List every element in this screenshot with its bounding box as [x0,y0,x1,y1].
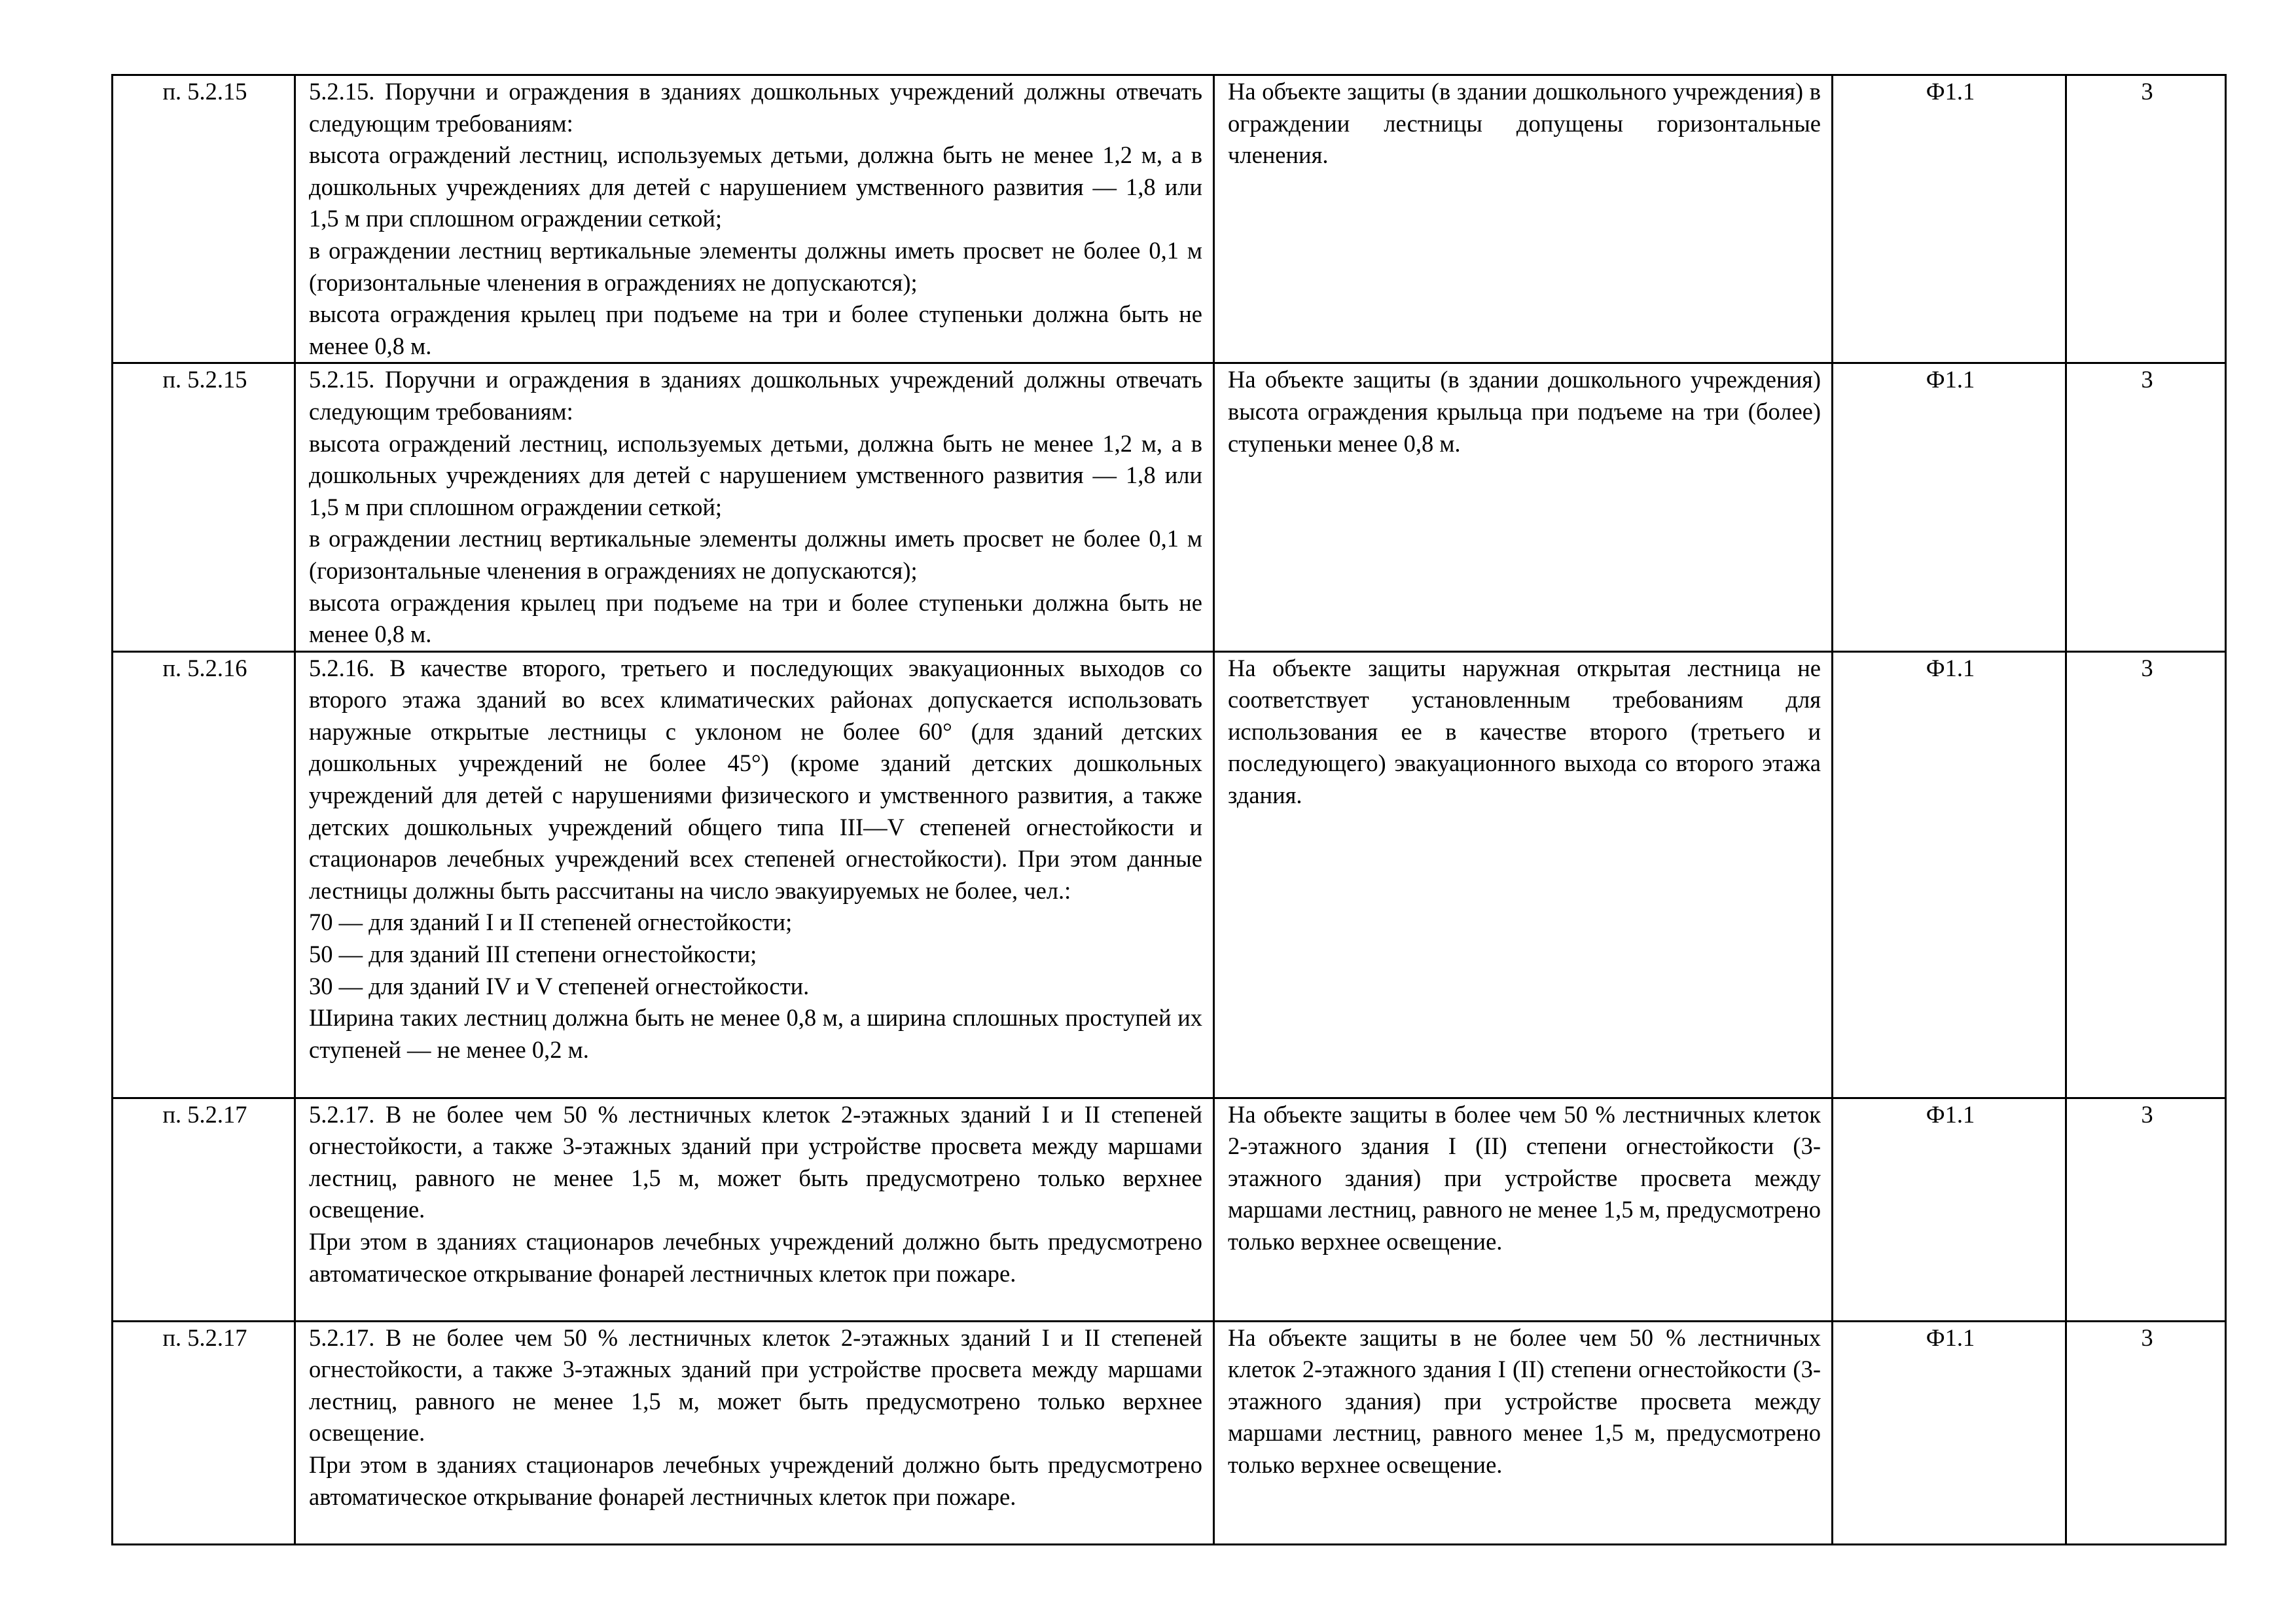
table-row [113,363,2226,651]
violation-cell: На объекте защиты (в здании дошкольного учреждения) высота ограждения крыльца при подъеме на три (более) ступеньки менее 0,8 м. [1214,363,1833,651]
clause-ref-cell: п. 5.2.17 [113,1098,295,1321]
table-row [113,75,2226,363]
requirement-paragraph: высота ограждения крылец при подъеме на три и более ступеньки должна быть не менее 0,8 м. [309,588,1202,648]
table-row [113,1321,2226,1544]
functional-class-cell: Ф1.1 [1833,363,2066,651]
requirement-paragraph: 5.2.15. Поручни и ограждения в зданиях дошкольных учреждений должны отвечать следующим требованиям: [309,366,1202,425]
requirement-paragraph: 30 — для зданий IV и V степеней огнестойкости. [309,972,810,1000]
functional-class-cell: Ф1.1 [1833,1098,2066,1321]
requirement-paragraph: При этом в зданиях стационаров лечебных учреждений должно быть предусмотрено автоматическое открывание фонарей лестничных клеток при пожаре. [309,1228,1202,1287]
requirement-cell [295,363,1214,651]
clause-ref-cell: п. 5.2.17 [113,1321,295,1544]
requirement-cell [295,1321,1214,1544]
category-cell: 3 [2066,75,2226,363]
clause-ref-cell: п. 5.2.15 [113,75,295,363]
violation-cell: На объекте защиты (в здании дошкольного учреждения) в ограждении лестницы допущены горизонтальные членения. [1214,75,1833,363]
requirement-paragraph: в ограждении лестниц вертикальные элементы должны иметь просвет не более 0,1 м (горизонтальные членения в ограждениях не допускаются); [309,525,1202,584]
requirement-cell [295,75,1214,363]
violation-cell: На объекте защиты в не более чем 50 % лестничных клеток 2-этажного здания I (II) степени огнестойкости (3-этажного здания) при устройстве просвета между маршами лестниц, равного менее 1,5 м, предусмотрено только верхнее освещение. [1214,1321,1833,1544]
table-row [113,651,2226,1098]
requirement-paragraph: в ограждении лестниц вертикальные элементы должны иметь просвет не более 0,1 м (горизонтальные членения в ограждениях не допускаются); [309,236,1202,296]
requirement-paragraph: 5.2.15. Поручни и ограждения в зданиях дошкольных учреждений должны отвечать следующим требованиям: [309,78,1202,137]
violation-cell: На объекте защиты в более чем 50 % лестничных клеток 2-этажного здания I (II) степени огнестойкости (3-этажного здания) при устройстве просвета между маршами лестниц, равного не менее 1,5 м, предусмотрено только верхнее освещение. [1214,1098,1833,1321]
requirement-paragraph: 5.2.17. В не более чем 50 % лестничных клеток 2-этажных зданий I и II степеней огнестойкости, а также 3-этажных зданий при устройстве просвета между маршами лестниц, равного не менее 1,5 м, может быть предусмотрено только верхнее освещение. [309,1100,1202,1223]
functional-class-cell: Ф1.1 [1833,75,2066,363]
requirement-paragraph: 50 — для зданий III степени огнестойкости; [309,941,757,968]
requirement-paragraph: 5.2.17. В не более чем 50 % лестничных клеток 2-этажных зданий I и II степеней огнестойкости, а также 3-этажных зданий при устройстве просвета между маршами лестниц, равного не менее 1,5 м, может быть предусмотрено только верхнее освещение. [309,1324,1202,1447]
requirement-paragraph: высота ограждений лестниц, используемых детьми, должна быть не менее 1,2 м, а в дошкольных учреждениях для детей с нарушением умственного развития — 1,8 или 1,5 м при сплошном ограждении сеткой; [309,429,1202,520]
requirement-paragraph: высота ограждения крылец при подъеме на три и более ступеньки должна быть не менее 0,8 м. [309,300,1202,359]
clause-ref-cell: п. 5.2.15 [113,363,295,651]
requirement-cell [295,651,1214,1098]
requirement-paragraph: Ширина таких лестниц должна быть не менее 0,8 м, а ширина сплошных проступей их ступеней — не менее 0,2 м. [309,1004,1202,1063]
category-cell: 3 [2066,1321,2226,1544]
requirement-paragraph: При этом в зданиях стационаров лечебных учреждений должно быть предусмотрено автоматическое открывание фонарей лестничных клеток при пожаре. [309,1451,1202,1510]
category-cell: 3 [2066,1098,2226,1321]
category-cell: 3 [2066,363,2226,651]
category-cell: 3 [2066,651,2226,1098]
functional-class-cell: Ф1.1 [1833,1321,2066,1544]
functional-class-cell: Ф1.1 [1833,651,2066,1098]
requirements-table [111,74,2227,1545]
requirement-paragraph: высота ограждений лестниц, используемых детьми, должна быть не менее 1,2 м, а в дошкольных учреждениях для детей с нарушением умственного развития — 1,8 или 1,5 м при сплошном ограждении сеткой; [309,141,1202,232]
clause-ref-cell: п. 5.2.16 [113,651,295,1098]
table-row [113,1098,2226,1321]
requirement-paragraph: 70 — для зданий I и II степеней огнестойкости; [309,909,793,936]
requirement-paragraph: 5.2.16. В качестве второго, третьего и последующих эвакуационных выходов со второго этажа зданий во всех климатических районах допускается использовать наружные открытые лестницы с уклоном не более 60° (для зданий детских дошкольных учреждений не более 45°) (кроме зданий детских дошкольных учреждений для детей с нарушениями физического и умственного развития, а также детских дошкольных учреждений общего типа III—V степеней огнестойкости и стационаров лечебных учреждений всех степеней огнестойкости). При этом данные лестницы должны быть рассчитаны на число эвакуируемых не более, чел.: [309,654,1202,904]
requirement-cell [295,1098,1214,1321]
violation-cell: На объекте защиты наружная открытая лестница не соответствует установленным требованиям для использования ее в качестве второго (третьего и последующего) эвакуационного выхода со второго этажа здания. [1214,651,1833,1098]
